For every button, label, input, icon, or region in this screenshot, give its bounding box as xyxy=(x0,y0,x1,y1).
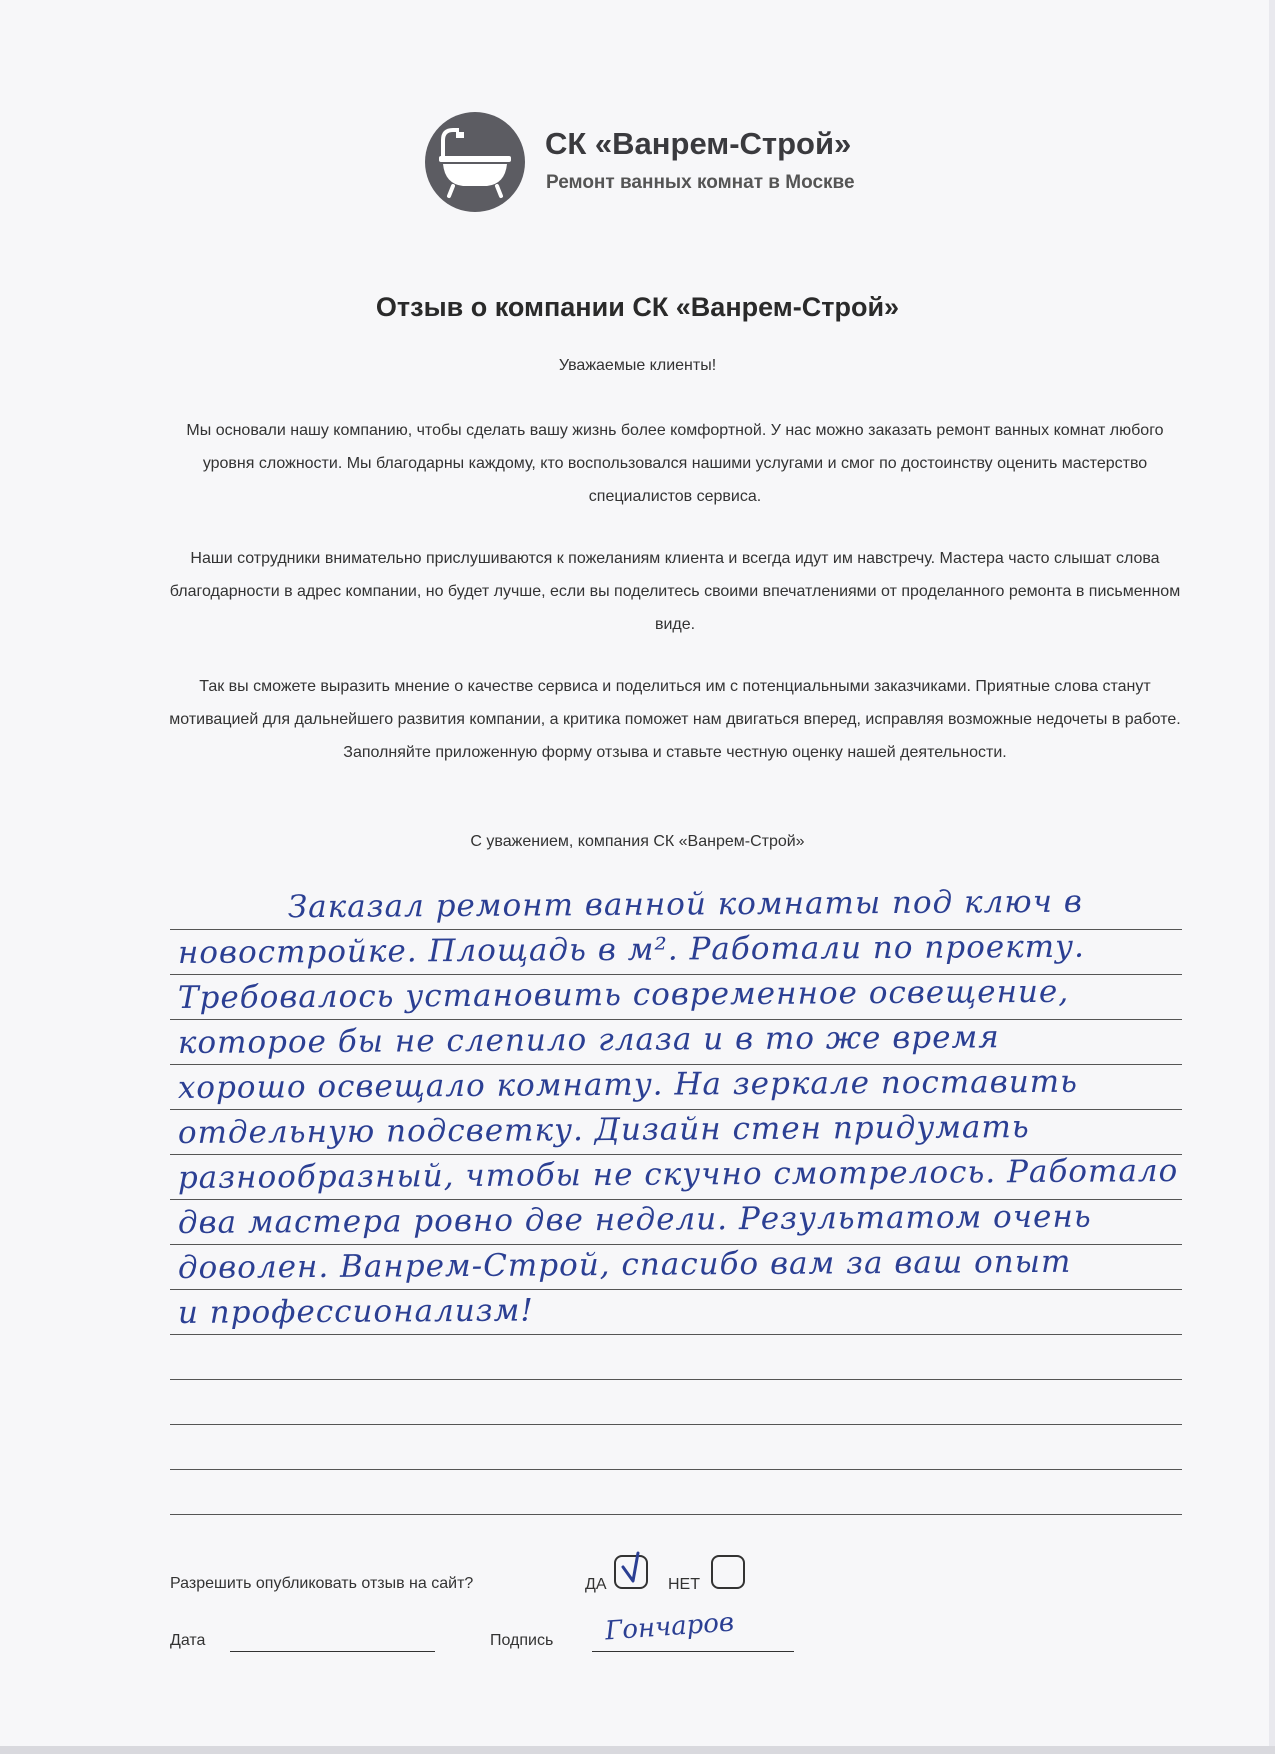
brand-tagline: Ремонт ванных комнат в Москве xyxy=(546,172,855,193)
review-line: Требовалось установить современное освещение, xyxy=(177,973,1070,1016)
checkmark-icon xyxy=(614,1543,654,1593)
writing-rule xyxy=(170,1379,1182,1380)
review-line: отдельную подсветку. Дизайн стен придумать xyxy=(177,1109,1030,1151)
review-line: которое бы не слепило глаза и в то же время xyxy=(177,1019,1000,1061)
yes-label: ДА xyxy=(585,1576,607,1593)
date-label: Дата xyxy=(170,1632,206,1649)
scan-edge xyxy=(1269,0,1275,1754)
writing-rule xyxy=(170,1514,1182,1515)
scan-bottom-edge xyxy=(0,1746,1275,1754)
intro-paragraph-1: Мы основали нашу компанию, чтобы сделать вашу жизнь более комфортной. У нас можно заказать ремонт ванных комнат любого уровня сложности. Мы благодарны каждому, кто воспользовался нашими услугами и смог по достоинству оценить мастерство специалистов сервиса. xyxy=(186,422,1164,505)
intro-paragraph-2: Наши сотрудники внимательно прислушиваются к пожеланиям клиента и всегда идут им навстречу. Мастера часто слышат слова благодарности в адрес компании, но будет лучше, если вы поделитесь своими впечатлениями от проделанного ремонта в письменном виде. xyxy=(169,550,1181,633)
brand-name: СК «Ванрем-Строй» xyxy=(545,126,852,161)
review-line: и профессионализм! xyxy=(177,1292,534,1331)
review-line: хорошо освещало комнату. На зеркале поставить xyxy=(177,1063,1079,1106)
publish-question: Разрешить опубликовать отзыв на сайт? xyxy=(170,1575,474,1592)
writing-rule xyxy=(170,1424,1182,1425)
signature-field[interactable] xyxy=(592,1651,794,1652)
bathtub-icon xyxy=(425,112,525,212)
intro-paragraph-3: Так вы сможете выразить мнение о качестве сервиса и поделиться им с потенциальными заказчиками. Приятные слова станут мотивацией для дальнейшего развития компании, а критика поможет нам двигаться вперед, исправляя возможные недочеты в работе. Заполняйте приложенную форму отзыва и ставьте честную оценку нашей деятельности. xyxy=(169,678,1181,761)
review-line: Заказал ремонт ванной комнаты под ключ в xyxy=(287,883,1083,926)
signature-label: Подпись xyxy=(490,1632,554,1649)
signoff: С уважением, компания СК «Ванрем-Строй» xyxy=(470,833,805,850)
page-title: Отзыв о компании СК «Ванрем-Строй» xyxy=(375,292,900,322)
writing-rule xyxy=(170,1469,1182,1470)
writing-rule xyxy=(170,1334,1182,1335)
greeting: Уважаемые клиенты! xyxy=(558,357,717,374)
yes-checkbox[interactable] xyxy=(614,1555,648,1589)
date-field[interactable] xyxy=(230,1651,435,1652)
no-checkbox[interactable] xyxy=(711,1555,745,1589)
review-line: два мастера ровно две недели. Результатом очень xyxy=(177,1198,1092,1241)
review-line: разнообразный, чтобы не скучно смотрелось. Работало xyxy=(177,1153,1179,1196)
company-logo xyxy=(425,112,525,212)
review-line: доволен. Ванрем-Строй, спасибо вам за ваш опыт xyxy=(177,1243,1072,1286)
handwritten-signature: Гончаров xyxy=(604,1607,735,1647)
no-label: НЕТ xyxy=(668,1576,700,1593)
review-line: новостройке. Площадь в м². Работали по проекту. xyxy=(177,928,1086,971)
